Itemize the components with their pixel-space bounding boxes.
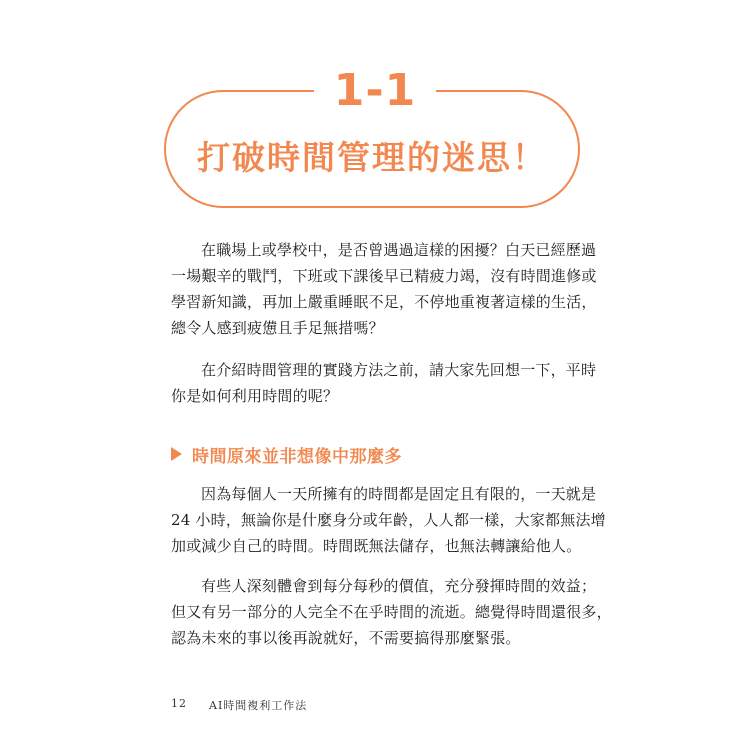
chapter-title: 打破時間管理的迷思！ bbox=[197, 138, 547, 177]
paragraph-line: 但又有另一部分的人完全不在乎時間的流逝。總覺得時間還很多， bbox=[171, 603, 612, 621]
triangle-right-icon bbox=[171, 447, 182, 461]
paragraph-line: 因為每個人一天所擁有的時間都是固定且有限的，一天就是 bbox=[201, 485, 597, 503]
paragraph-line: 認為未來的事以後再說就好，不需要搞得那麼緊張。 bbox=[171, 629, 521, 647]
paragraph-intro bbox=[171, 237, 597, 341]
paragraph-line: 一場艱辛的戰鬥，下班或下課後早已精疲力竭，沒有時間進修或 bbox=[171, 267, 597, 285]
page-footer bbox=[171, 697, 307, 713]
page-number: 12 bbox=[171, 697, 187, 710]
paragraph-line: 有些人深刻體會到每分每秒的價值，充分發揮時間的效益； bbox=[201, 577, 597, 595]
paragraph-line: 在職場上或學校中，是否曾遇過這樣的困擾？白天已經歷過 bbox=[201, 241, 597, 259]
paragraph-line: 加或減少自己的時間。時間既無法儲存，也無法轉讓給他人。 bbox=[171, 537, 582, 555]
book-title: AI時間複利工作法 bbox=[209, 699, 308, 712]
paragraph-line: 學習新知識，再加上嚴重睡眠不足，不停地重複著這樣的生活， bbox=[171, 293, 597, 311]
paragraph-line: 24 小時，無論你是什麼身分或年齡，人人都一樣，大家都無法增 bbox=[171, 511, 606, 529]
chapter-number: 1-1 bbox=[333, 65, 417, 116]
paragraph-fixed-time bbox=[171, 481, 606, 559]
paragraph-value-of-time bbox=[171, 573, 612, 651]
paragraph-line: 在介紹時間管理的實踐方法之前，請大家先回想一下，平時 bbox=[201, 361, 597, 379]
section-heading-text: 時間原來並非想像中那麼多 bbox=[192, 446, 402, 467]
paragraph-question bbox=[171, 357, 597, 409]
section-heading bbox=[171, 441, 402, 467]
paragraph-line: 你是如何利用時間的呢？ bbox=[171, 387, 339, 405]
paragraph-line: 總令人感到疲憊且手足無措嗎？ bbox=[171, 319, 384, 337]
